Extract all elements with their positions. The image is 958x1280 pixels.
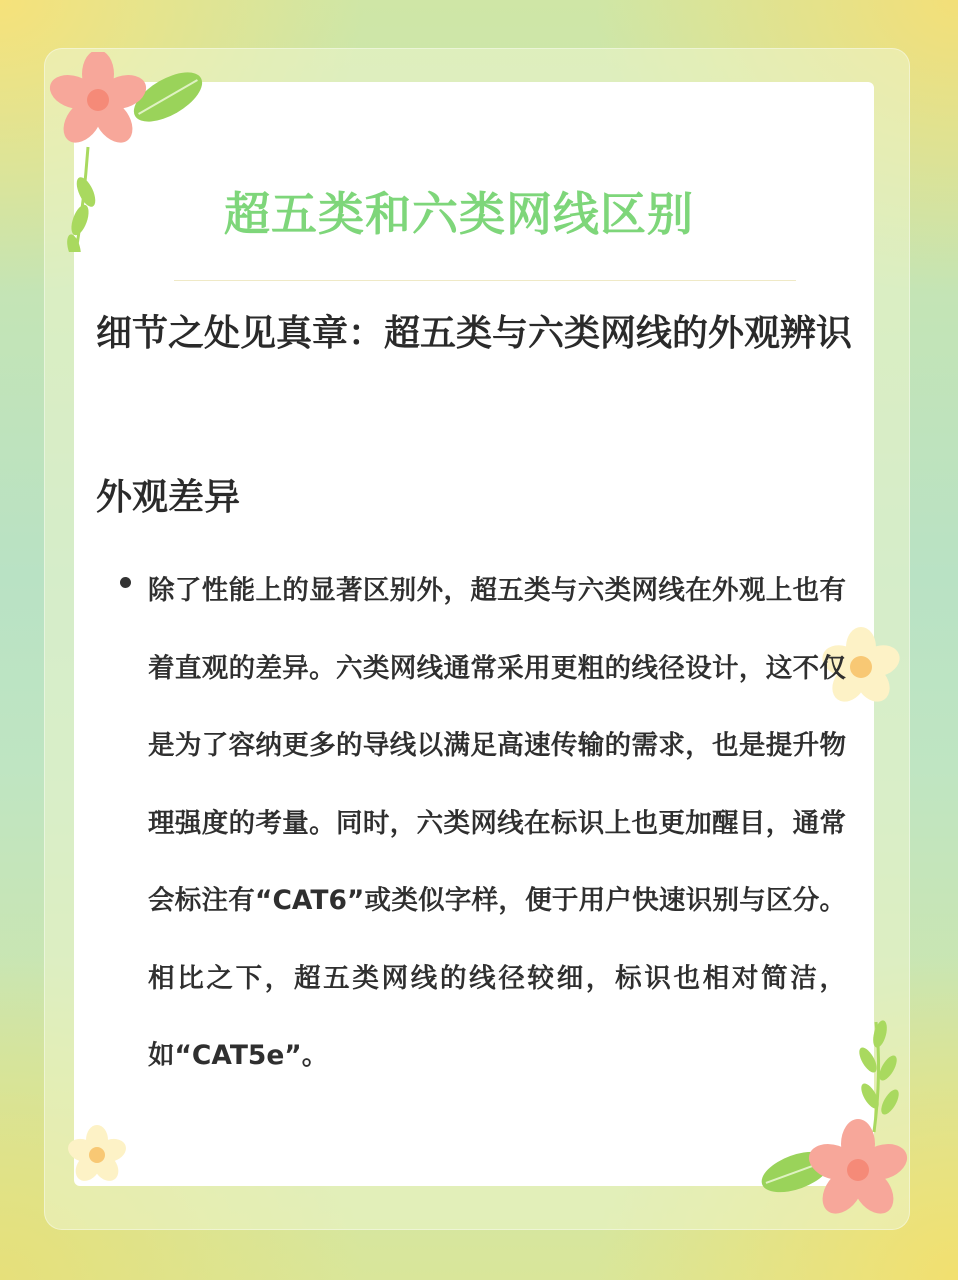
title-divider	[174, 280, 796, 281]
section-heading: 细节之处见真章：超五类与六类网线的外观辨识	[96, 313, 853, 354]
page-title: 超五类和六类网线区别	[224, 187, 694, 241]
cream-flower-icon	[64, 1122, 130, 1188]
body-paragraph: 除了性能上的显著区别外，超五类与六类网线在外观上也有着直观的差异。六类网线通常采用更粗的线径设计，这不仅是为了容纳更多的导线以满足高速传输的需求，也是提升物理强度的考量。同时，六类网线在标识上也更加醒目，通常会标注有“CAT6”或类似字样，便于用户快速识别与区分。相比之下，超五类网线的线径较细，标识也相对简洁，如“CAT5e”。	[148, 575, 846, 1071]
bullet-dot	[120, 577, 131, 588]
subsection-heading: 外观差异	[96, 477, 241, 518]
